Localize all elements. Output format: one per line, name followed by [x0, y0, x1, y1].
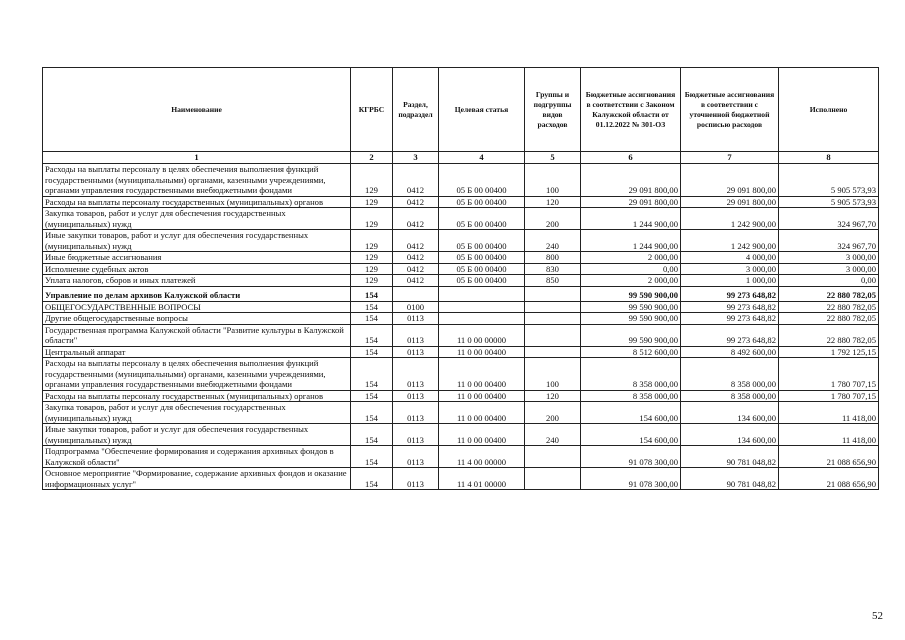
row-section: 0113	[393, 402, 439, 424]
row-refined-amount: 8 358 000,00	[681, 390, 779, 402]
row-executed-amount: 1 792 125,15	[779, 346, 879, 358]
row-law-amount: 0,00	[581, 263, 681, 275]
table-row	[43, 286, 879, 301]
row-name: Расходы на выплаты персоналу в целях обеспечения выполнения функций государственными (муниципальными) органами, казенными учреждениями, органами управления государственными внебюджетными фондами	[43, 358, 351, 391]
row-group	[525, 313, 581, 325]
row-name: Центральный аппарат	[43, 346, 351, 358]
row-section: 0113	[393, 313, 439, 325]
header-executed: Исполнено	[779, 68, 879, 152]
row-law-amount: 1 244 900,00	[581, 230, 681, 252]
row-name: Другие общегосударственные вопросы	[43, 313, 351, 325]
row-target: 11 4 00 00000	[439, 446, 525, 468]
row-group: 100	[525, 358, 581, 391]
row-law-amount: 99 590 900,00	[581, 313, 681, 325]
row-kgrbs: 129	[351, 230, 393, 252]
row-refined-amount: 90 781 048,82	[681, 468, 779, 490]
row-refined-amount: 99 273 648,82	[681, 313, 779, 325]
row-refined-amount: 99 273 648,82	[681, 324, 779, 346]
row-refined-amount: 1 242 900,00	[681, 230, 779, 252]
row-kgrbs: 129	[351, 208, 393, 230]
row-section: 0113	[393, 468, 439, 490]
row-section: 0113	[393, 424, 439, 446]
table-row	[43, 424, 879, 446]
row-executed-amount: 1 780 707,15	[779, 358, 879, 391]
row-refined-amount: 99 273 648,82	[681, 286, 779, 301]
row-executed-amount: 11 418,00	[779, 424, 879, 446]
row-kgrbs: 154	[351, 286, 393, 301]
row-target: 05 Б 00 00400	[439, 263, 525, 275]
row-refined-amount: 134 600,00	[681, 402, 779, 424]
row-executed-amount: 21 088 656,90	[779, 446, 879, 468]
row-executed-amount: 11 418,00	[779, 402, 879, 424]
row-name: Расходы на выплаты персоналу государственных (муниципальных) органов	[43, 390, 351, 402]
row-name: Основное мероприятие "Формирование, содержание архивных фондов и оказание информационных услуг"	[43, 468, 351, 490]
row-target: 11 0 00 00400	[439, 402, 525, 424]
row-target: 11 0 00 00400	[439, 390, 525, 402]
row-target: 11 0 00 00400	[439, 424, 525, 446]
row-executed-amount: 0,00	[779, 275, 879, 287]
table-row	[43, 358, 879, 391]
table-row	[43, 324, 879, 346]
row-law-amount: 99 590 900,00	[581, 301, 681, 313]
row-name: Расходы на выплаты персоналу государственных (муниципальных) органов	[43, 196, 351, 208]
row-group: 200	[525, 208, 581, 230]
column-number: 8	[779, 152, 879, 164]
row-law-amount: 8 358 000,00	[581, 358, 681, 391]
row-kgrbs: 154	[351, 446, 393, 468]
column-number: 1	[43, 152, 351, 164]
table-row	[43, 275, 879, 287]
row-section: 0113	[393, 390, 439, 402]
row-name: Управление по делам архивов Калужской области	[43, 286, 351, 301]
column-number: 7	[681, 152, 779, 164]
row-group	[525, 446, 581, 468]
row-refined-amount: 29 091 800,00	[681, 196, 779, 208]
row-group: 240	[525, 230, 581, 252]
row-refined-amount: 4 000,00	[681, 252, 779, 264]
row-name: Иные закупки товаров, работ и услуг для обеспечения государственных (муниципальных) нужд	[43, 424, 351, 446]
row-law-amount: 8 512 600,00	[581, 346, 681, 358]
row-name: Исполнение судебных актов	[43, 263, 351, 275]
row-law-amount: 2 000,00	[581, 275, 681, 287]
row-executed-amount: 21 088 656,90	[779, 468, 879, 490]
row-name: ОБЩЕГОСУДАРСТВЕННЫЕ ВОПРОСЫ	[43, 301, 351, 313]
row-law-amount: 99 590 900,00	[581, 286, 681, 301]
row-target: 05 Б 00 00400	[439, 208, 525, 230]
row-target: 05 Б 00 00400	[439, 230, 525, 252]
row-group	[525, 286, 581, 301]
table-header-row	[43, 68, 879, 152]
table-row	[43, 263, 879, 275]
row-refined-amount: 90 781 048,82	[681, 446, 779, 468]
table-row	[43, 446, 879, 468]
row-kgrbs: 154	[351, 402, 393, 424]
row-group: 830	[525, 263, 581, 275]
table-row	[43, 390, 879, 402]
row-refined-amount: 8 358 000,00	[681, 358, 779, 391]
table-row	[43, 346, 879, 358]
row-target: 05 Б 00 00400	[439, 196, 525, 208]
row-section: 0412	[393, 252, 439, 264]
table-body	[43, 164, 879, 490]
row-kgrbs: 154	[351, 301, 393, 313]
table-row	[43, 196, 879, 208]
row-law-amount: 2 000,00	[581, 252, 681, 264]
header-kgrbs: КГРБС	[351, 68, 393, 152]
row-executed-amount: 22 880 782,05	[779, 313, 879, 325]
table-row	[43, 208, 879, 230]
row-kgrbs: 154	[351, 313, 393, 325]
header-refined-allocations: Бюджетные ассигнования в соответствии с уточненной бюджетной росписью расходов	[681, 68, 779, 152]
row-target: 05 Б 00 00400	[439, 275, 525, 287]
budget-table	[42, 67, 879, 490]
header-law-allocations: Бюджетные ассигнования в соответствии с Законом Калужской области от 01.12.2022 № 301-ОЗ	[581, 68, 681, 152]
header-group: Группы и подгруппы видов расходов	[525, 68, 581, 152]
row-section: 0412	[393, 208, 439, 230]
row-kgrbs: 129	[351, 252, 393, 264]
row-group: 120	[525, 196, 581, 208]
row-executed-amount: 5 905 573,93	[779, 164, 879, 197]
header-section: Раздел, подраздел	[393, 68, 439, 152]
table-row	[43, 301, 879, 313]
table-row	[43, 313, 879, 325]
row-group: 850	[525, 275, 581, 287]
row-section: 0113	[393, 358, 439, 391]
row-law-amount: 29 091 800,00	[581, 196, 681, 208]
row-law-amount: 1 244 900,00	[581, 208, 681, 230]
row-kgrbs: 154	[351, 346, 393, 358]
row-target	[439, 286, 525, 301]
row-target: 05 Б 00 00400	[439, 164, 525, 197]
row-kgrbs: 129	[351, 263, 393, 275]
row-refined-amount: 99 273 648,82	[681, 301, 779, 313]
row-executed-amount: 22 880 782,05	[779, 301, 879, 313]
column-number: 2	[351, 152, 393, 164]
row-executed-amount: 3 000,00	[779, 252, 879, 264]
row-section	[393, 286, 439, 301]
row-refined-amount: 1 242 900,00	[681, 208, 779, 230]
row-target: 11 4 01 00000	[439, 468, 525, 490]
row-executed-amount: 324 967,70	[779, 230, 879, 252]
row-target	[439, 301, 525, 313]
row-name: Уплата налогов, сборов и иных платежей	[43, 275, 351, 287]
column-number: 6	[581, 152, 681, 164]
row-name: Расходы на выплаты персоналу в целях обеспечения выполнения функций государственными (муниципальными) органами, казенными учреждениями, органами управления государственными внебюджетными фондами	[43, 164, 351, 197]
row-refined-amount: 29 091 800,00	[681, 164, 779, 197]
row-kgrbs: 129	[351, 275, 393, 287]
row-refined-amount: 134 600,00	[681, 424, 779, 446]
row-section: 0100	[393, 301, 439, 313]
row-group: 200	[525, 402, 581, 424]
row-target: 11 0 00 00000	[439, 324, 525, 346]
table-row	[43, 164, 879, 197]
row-name: Государственная программа Калужской области "Развитие культуры в Калужской области"	[43, 324, 351, 346]
row-target: 05 Б 00 00400	[439, 252, 525, 264]
row-kgrbs: 154	[351, 390, 393, 402]
row-name: Иные бюджетные ассигнования	[43, 252, 351, 264]
row-section: 0113	[393, 346, 439, 358]
row-kgrbs: 154	[351, 324, 393, 346]
row-section: 0113	[393, 446, 439, 468]
row-section: 0113	[393, 324, 439, 346]
row-section: 0412	[393, 230, 439, 252]
row-section: 0412	[393, 263, 439, 275]
header-name: Наименование	[43, 68, 351, 152]
row-refined-amount: 8 492 600,00	[681, 346, 779, 358]
row-law-amount: 99 590 900,00	[581, 324, 681, 346]
row-kgrbs: 129	[351, 196, 393, 208]
row-section: 0412	[393, 196, 439, 208]
column-number: 5	[525, 152, 581, 164]
row-executed-amount: 324 967,70	[779, 208, 879, 230]
row-kgrbs: 154	[351, 468, 393, 490]
row-name: Закупка товаров, работ и услуг для обеспечения государственных (муниципальных) нужд	[43, 208, 351, 230]
row-refined-amount: 1 000,00	[681, 275, 779, 287]
row-group	[525, 301, 581, 313]
column-number: 3	[393, 152, 439, 164]
row-group: 240	[525, 424, 581, 446]
row-section: 0412	[393, 164, 439, 197]
row-law-amount: 154 600,00	[581, 424, 681, 446]
row-executed-amount: 22 880 782,05	[779, 286, 879, 301]
row-name: Подпрограмма "Обеспечение формирования и содержания архивных фондов в Калужской области"	[43, 446, 351, 468]
row-target	[439, 313, 525, 325]
table-row	[43, 468, 879, 490]
row-group: 800	[525, 252, 581, 264]
row-executed-amount: 1 780 707,15	[779, 390, 879, 402]
row-executed-amount: 22 880 782,05	[779, 324, 879, 346]
row-law-amount: 91 078 300,00	[581, 468, 681, 490]
row-law-amount: 8 358 000,00	[581, 390, 681, 402]
row-target: 11 0 00 00400	[439, 346, 525, 358]
table-row	[43, 230, 879, 252]
row-group: 100	[525, 164, 581, 197]
row-target: 11 0 00 00400	[439, 358, 525, 391]
row-executed-amount: 5 905 573,93	[779, 196, 879, 208]
row-law-amount: 91 078 300,00	[581, 446, 681, 468]
row-law-amount: 154 600,00	[581, 402, 681, 424]
page-number: 52	[872, 610, 883, 622]
column-numbers-row	[43, 152, 879, 164]
row-name: Иные закупки товаров, работ и услуг для обеспечения государственных (муниципальных) нужд	[43, 230, 351, 252]
row-law-amount: 29 091 800,00	[581, 164, 681, 197]
column-number: 4	[439, 152, 525, 164]
row-group: 120	[525, 390, 581, 402]
row-kgrbs: 129	[351, 164, 393, 197]
table-row	[43, 402, 879, 424]
row-section: 0412	[393, 275, 439, 287]
row-group	[525, 468, 581, 490]
row-group	[525, 346, 581, 358]
row-name: Закупка товаров, работ и услуг для обеспечения государственных (муниципальных) нужд	[43, 402, 351, 424]
row-refined-amount: 3 000,00	[681, 263, 779, 275]
table-row	[43, 252, 879, 264]
row-kgrbs: 154	[351, 424, 393, 446]
header-target: Целевая статья	[439, 68, 525, 152]
row-executed-amount: 3 000,00	[779, 263, 879, 275]
row-group	[525, 324, 581, 346]
row-kgrbs: 154	[351, 358, 393, 391]
